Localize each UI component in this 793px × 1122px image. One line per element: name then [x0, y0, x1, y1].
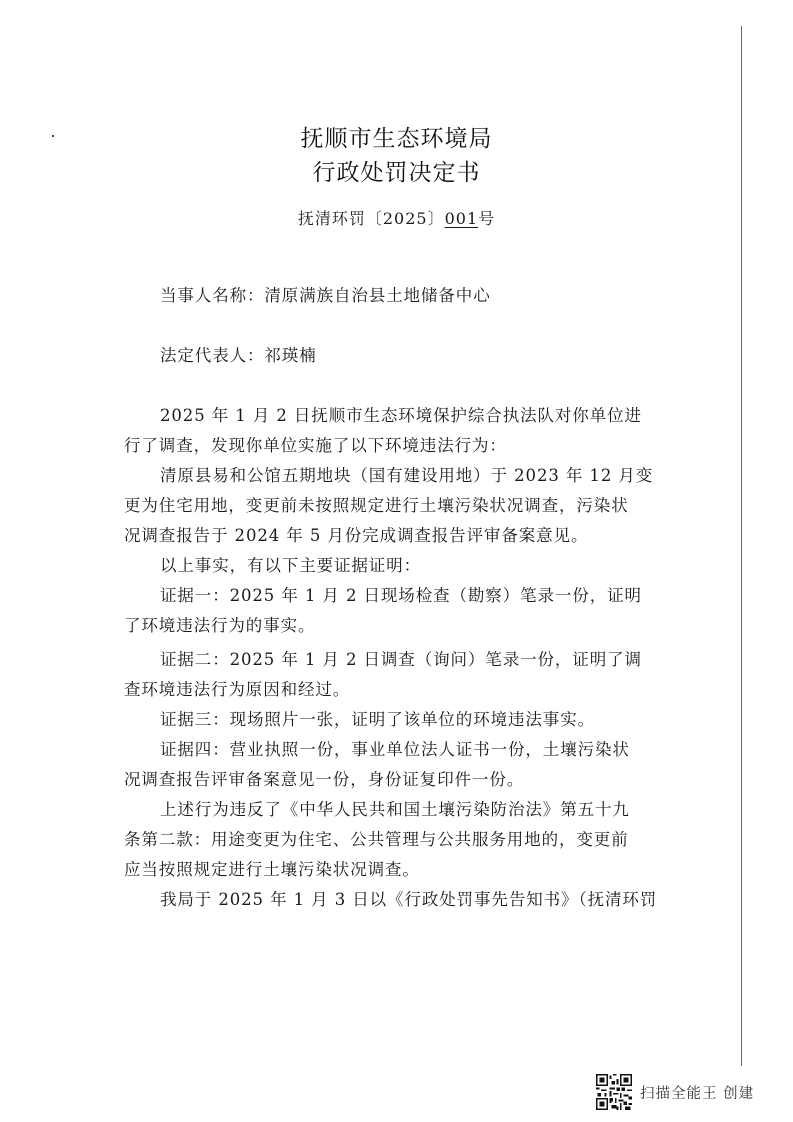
body-line: 况调查报告于 2024 年 5 月份完成调查报告评审备案意见。 — [124, 526, 589, 545]
body-line: 上述行为违反了《中华人民共和国土壤污染防治法》第五十九 — [160, 800, 630, 819]
party-name: 当事人名称：清原满族自治县土地储备中心 — [160, 286, 491, 305]
body-line: 况调查报告评审备案意见一份，身份证复印件一份。 — [124, 770, 525, 789]
scanner-watermark — [596, 1073, 754, 1111]
body-line: 证据一：2025 年 1 月 2 日现场检查（勘察）笔录一份，证明 — [160, 586, 642, 605]
body-line: 我局于 2025 年 1 月 3 日以《行政处罚事先告知书》（抚清环罚 — [160, 890, 658, 909]
document-number — [0, 206, 793, 229]
scanner-app-label: 扫描全能王 创建 — [640, 1085, 755, 1102]
body-line: 应当按照规定进行土壤污染状况调查。 — [124, 860, 420, 879]
document-title-type: 行政处罚决定书 — [312, 160, 481, 186]
body-line: 2025 年 1 月 2 日抚顺市生态环境保护综合执法队对你单位进 — [160, 406, 642, 425]
body-line: 更为住宅用地，变更前未按照规定进行土壤污染状况调查，污染状 — [124, 496, 629, 515]
body-line: 行了调查，发现你单位实施了以下环境违法行为： — [124, 436, 507, 455]
body-line: 了环境违法行为的事实。 — [124, 616, 316, 635]
body-line: 证据四：营业执照一份，事业单位法人证书一份，土壤污染状 — [160, 740, 630, 759]
body-line: 清原县易和公馆五期地块（国有建设用地）于 2023 年 12 月变 — [160, 466, 654, 485]
body-line: 证据三：现场照片一张，证明了该单位的环境违法事实。 — [160, 710, 595, 729]
doc-number-value: 001 — [444, 209, 479, 228]
qr-code-icon — [596, 1074, 632, 1110]
document-title-agency: 抚顺市生态环境局 — [300, 126, 493, 152]
body-line: 证据二：2025 年 1 月 2 日调查（询问）笔录一份，证明了调 — [160, 650, 642, 669]
body-line: 查环境违法行为原因和经过。 — [124, 680, 351, 699]
doc-number-prefix: 抚清环罚〔2025〕 — [297, 209, 445, 228]
body-line: 以上事实，有以下主要证据证明： — [160, 556, 421, 575]
legal-representative: 法定代表人：祁瑛楠 — [160, 346, 317, 365]
doc-number-suffix: 号 — [478, 209, 496, 228]
body-line: 条第二款：用途变更为住宅、公共管理与公共服务用地的，变更前 — [124, 830, 629, 849]
